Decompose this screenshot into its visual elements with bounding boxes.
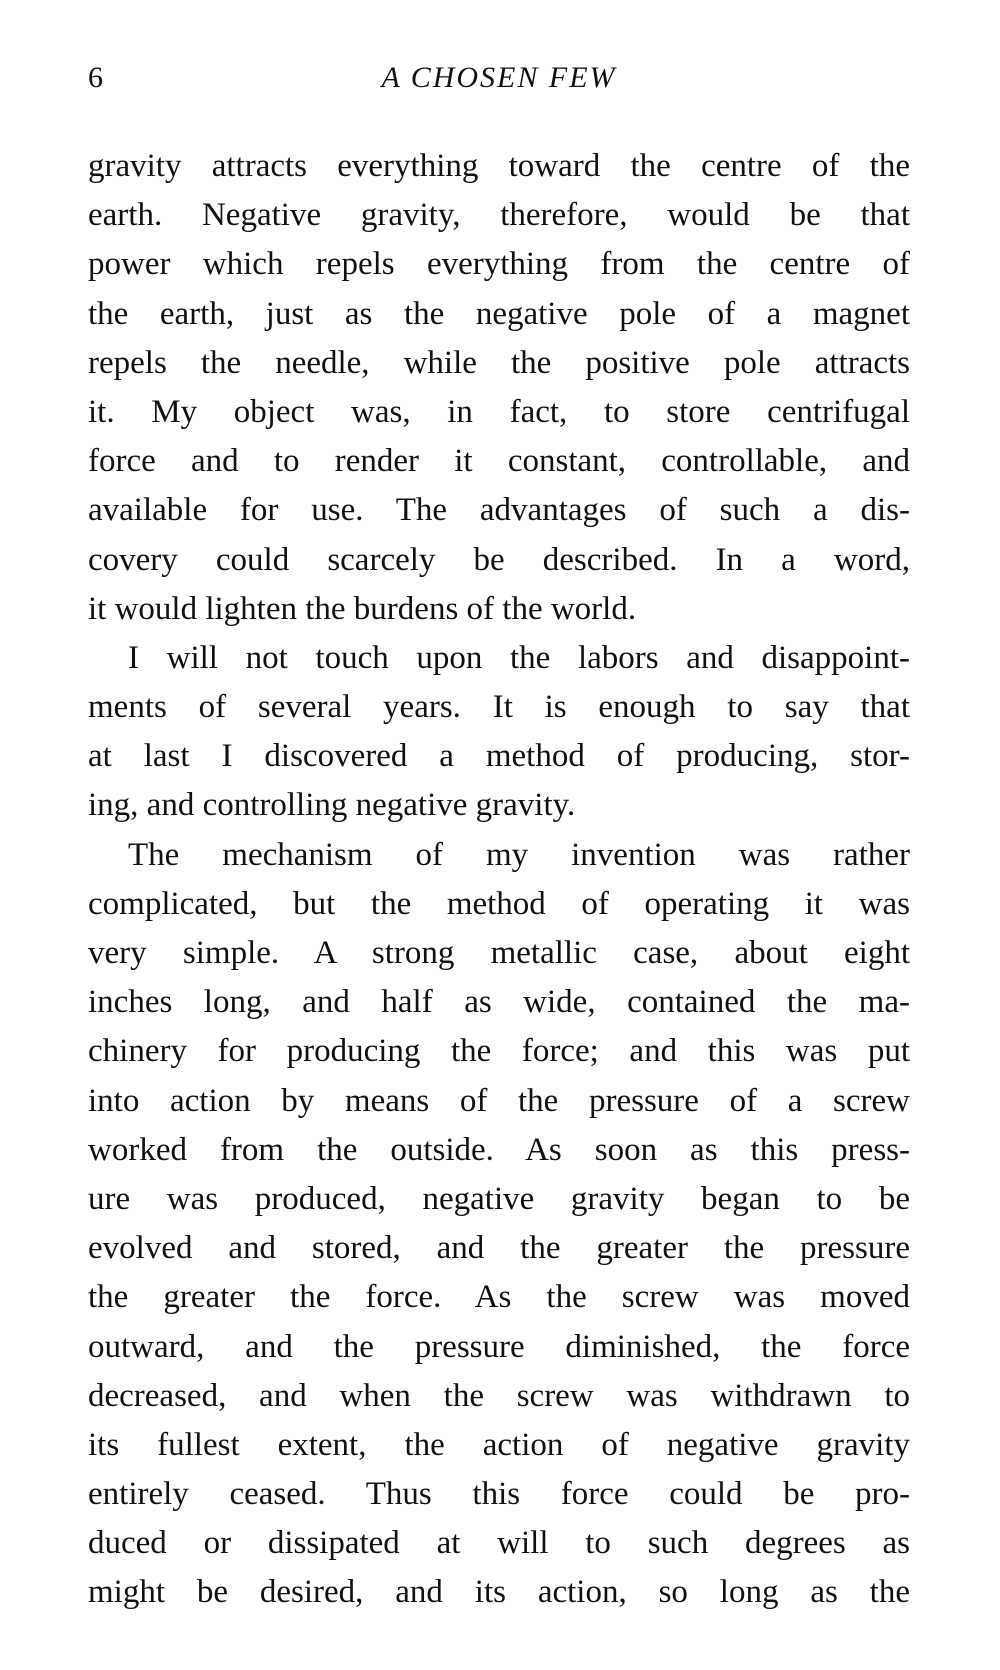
text-line: outward, and the pressure diminished, the force [88, 1328, 910, 1365]
text-line: available for use. The advantages of such a dis- [88, 492, 910, 529]
paragraph-2 [88, 634, 910, 831]
text-line: into action by means of the pressure of a screw [88, 1082, 910, 1119]
text-line: covery could scarcely be described. In a word, [88, 541, 910, 578]
text-line: duced or dissipated at will to such degrees as [88, 1525, 910, 1562]
page-number: 6 [88, 61, 103, 94]
text-line: earth. Negative gravity, therefore, would be that [88, 197, 910, 234]
text-line: chinery for producing the force; and this was put [88, 1033, 910, 1070]
running-title: A CHOSEN FEW [381, 61, 617, 94]
paragraph-1 [88, 142, 910, 634]
text-line: its fullest extent, the action of negative gravity [88, 1426, 910, 1463]
page-header [88, 58, 910, 98]
text-line: decreased, and when the screw was withdrawn to [88, 1377, 910, 1414]
text-line: at last I discovered a method of producing, stor- [88, 738, 910, 775]
text-line: entirely ceased. Thus this force could be pro- [88, 1476, 910, 1513]
body-text [88, 142, 910, 1618]
text-line: force and to render it constant, controllable, and [88, 443, 910, 480]
text-line: power which repels everything from the centre of [88, 246, 910, 283]
text-line: might be desired, and its action, so long as the [88, 1574, 910, 1611]
text-line: inches long, and half as wide, contained the ma- [88, 984, 910, 1021]
text-line: very simple. A strong metallic case, about eight [88, 935, 910, 971]
text-line: the greater the force. As the screw was moved [88, 1279, 910, 1316]
text-line: ments of several years. It is enough to say that [88, 689, 910, 726]
text-line: it would lighten the burdens of the world. [88, 590, 637, 627]
text-line: ure was produced, negative gravity began to be [88, 1180, 910, 1217]
text-line: gravity attracts everything toward the centre of the [88, 148, 910, 184]
text-line: complicated, but the method of operating it was [88, 885, 910, 922]
text-line: the earth, just as the negative pole of a magnet [88, 295, 910, 332]
text-line: The mechanism of my invention was rather [128, 836, 910, 873]
text-line: worked from the outside. As soon as this press- [88, 1131, 910, 1168]
paragraph-3 [88, 831, 910, 1618]
text-line: repels the needle, while the positive pole attracts [88, 344, 910, 381]
text-line: ing, and controlling negative gravity. [88, 787, 576, 824]
text-line: it. My object was, in fact, to store centrifugal [88, 393, 910, 430]
text-line: evolved and stored, and the greater the pressure [88, 1230, 910, 1267]
text-line: I will not touch upon the labors and disappoint- [128, 639, 910, 676]
